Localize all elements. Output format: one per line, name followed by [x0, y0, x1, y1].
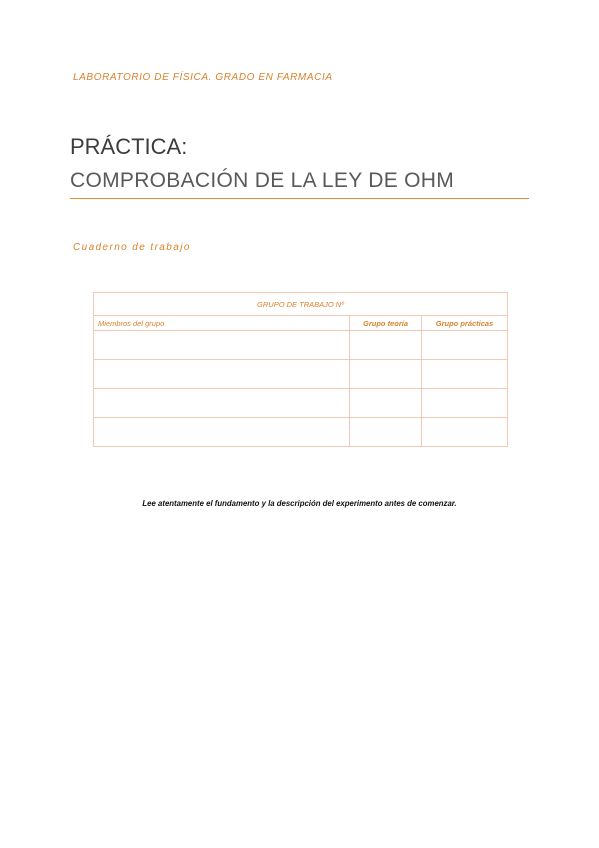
group-table [93, 292, 508, 447]
group-table-title: GRUPO DE TRABAJO Nº [94, 293, 508, 316]
member-name-cell[interactable] [94, 331, 350, 360]
theory-group-cell[interactable] [350, 389, 422, 418]
member-name-cell[interactable] [94, 360, 350, 389]
practice-title: COMPROBACIÓN DE LA LEY DE OHM [70, 169, 455, 192]
course-header: LABORATORIO DE FÍSICA. GRADO EN FARMACIA [73, 72, 333, 83]
practice-group-cell[interactable] [422, 389, 508, 418]
column-header-theory-group: Grupo teoría [350, 316, 422, 331]
table-row [94, 331, 508, 360]
member-name-cell[interactable] [94, 418, 350, 447]
theory-group-cell[interactable] [350, 331, 422, 360]
table-row [94, 418, 508, 447]
workbook-subtitle: Cuaderno de trabajo [73, 242, 191, 253]
table-row [94, 360, 508, 389]
practice-group-cell[interactable] [422, 418, 508, 447]
instruction-note: Lee atentamente el fundamento y la descripción del experimento antes de comenzar. [142, 499, 457, 508]
title-divider [70, 198, 529, 199]
table-row [94, 389, 508, 418]
practice-group-cell[interactable] [422, 360, 508, 389]
practice-label: PRÁCTICA: [70, 134, 188, 159]
column-header-members: Miembros del grupo [94, 316, 350, 331]
column-header-practice-group: Grupo prácticas [422, 316, 508, 331]
practice-group-cell[interactable] [422, 331, 508, 360]
theory-group-cell[interactable] [350, 360, 422, 389]
member-name-cell[interactable] [94, 389, 350, 418]
theory-group-cell[interactable] [350, 418, 422, 447]
